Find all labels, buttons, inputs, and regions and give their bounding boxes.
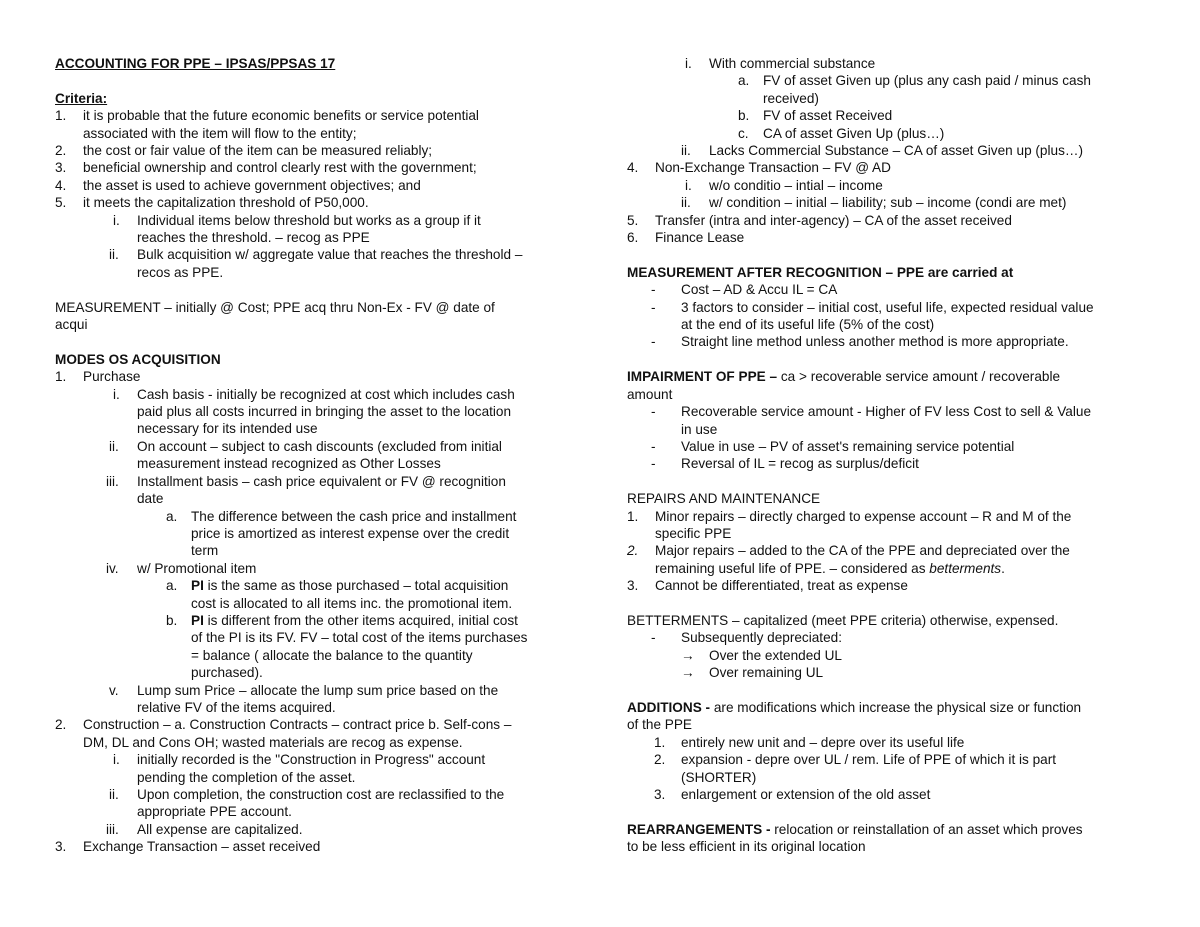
measurement-line: MEASUREMENT – initially @ Cost; PPE acq thru Non-Ex - FV @ date of xyxy=(55,299,495,315)
promo-item: iv. w/ Promotional item xyxy=(106,560,257,576)
bullet-item: - Reversal of IL = recog as surplus/deficit xyxy=(651,456,919,472)
betterments-heading: BETTERMENTS – capitalized (meet PPE criteria) otherwise, expensed. xyxy=(627,612,1059,628)
non-exchange-item: 4. Non-Exchange Transaction – FV @ AD xyxy=(627,160,891,176)
bullet-item: - Cost – AD & Accu IL = CA xyxy=(651,282,838,298)
construction-subitem: i. initially recorded is the "Construction in Progress" account pending the completion of the asset. xyxy=(113,752,486,785)
construction-subitem: iii. All expense are capitalized. xyxy=(106,821,303,837)
spacer xyxy=(627,595,1147,612)
promo-subitem: a. PI is the same as those purchased – total acquisition cost is allocated to all items inc. the promotional item. xyxy=(166,578,513,611)
arrow-item: → Over remaining UL xyxy=(681,665,824,681)
criteria-subitem: i. Individual items below threshold but works as a group if it reaches the threshold. – recog as PPE xyxy=(113,212,481,246)
rearrangements-heading: REARRANGEMENTS - relocation or reinstallation of an asset which proves xyxy=(627,821,1083,837)
spacer xyxy=(627,351,1147,368)
spacer xyxy=(627,473,1147,490)
spacer xyxy=(627,246,1147,263)
after-recognition-heading: MEASUREMENT AFTER RECOGNITION – PPE are carried at xyxy=(627,264,1014,280)
impairment-heading: IMPAIRMENT OF PPE – ca > recoverable service amount / recoverable xyxy=(627,369,1061,385)
additions-item: 1. entirely new unit and – depre over its useful life xyxy=(654,734,965,750)
bullet-item: - Straight line method unless another method is more appropriate. xyxy=(651,334,1069,350)
impairment-heading-cont: amount xyxy=(627,386,673,402)
arrow-right-icon: → xyxy=(681,665,695,681)
repairs-item: 1. Minor repairs – directly charged to expense account – R and M of the specific PPE xyxy=(627,508,1072,541)
arrow-right-icon: → xyxy=(681,647,695,663)
repairs-item: 3. Cannot be differentiated, treat as expense xyxy=(627,578,908,594)
lacks-commercial-item: ii. Lacks Commercial Substance – CA of asset Given up (plus…) xyxy=(681,143,1083,159)
right-column xyxy=(627,55,1147,856)
rearrangements-heading-cont: to be less efficient in its original location xyxy=(627,839,866,855)
commercial-subitem: a. FV of asset Given up (plus any cash paid / minus cash received) xyxy=(738,73,1091,106)
construction-subitem: ii. Upon completion, the construction cost are reclassified to the appropriate PPE account. xyxy=(109,787,505,820)
purchase-subitem: i. Cash basis - initially be recognized at cost which includes cash paid plus all costs incurred in bringing the asset to the location necessary for its intended use xyxy=(113,386,515,437)
installment-note: a. The difference between the cash price and installment price is amortized as interest expense over the credit term xyxy=(166,508,517,559)
commercial-item: i. With commercial substance xyxy=(685,56,876,71)
modes-heading: MODES OS ACQUISITION xyxy=(55,351,221,367)
criteria-item: 2. the cost or fair value of the item can be measured reliably; xyxy=(55,143,433,159)
left-column xyxy=(55,55,575,856)
additions-heading-cont: of the PPE xyxy=(627,717,692,733)
promo-subitem: b. PI is different from the other items acquired, initial cost of the PI is its FV. FV – total cost of the items purchases = balance ( allocate the balance to the quantity purchased). xyxy=(166,612,528,681)
spacer xyxy=(627,803,1147,820)
purchase-subitem: ii. On account – subject to cash discounts (excluded from initial measurement instead recognized as Other Losses xyxy=(109,438,502,472)
purchase-item: 1. Purchase xyxy=(55,369,141,385)
spacer xyxy=(55,281,575,298)
criteria-subitem: ii. Bulk acquisition w/ aggregate value that reaches the threshold – recos as PPE. xyxy=(109,247,523,280)
transfer-item: 5. Transfer (intra and inter-agency) – CA of the asset received xyxy=(627,212,1012,228)
bullet-item: - Recoverable service amount - Higher of FV less Cost to sell & Value in use xyxy=(651,404,1092,437)
criteria-item: 3. beneficial ownership and control clearly rest with the government; xyxy=(55,160,477,176)
criteria-item: 5. it meets the capitalization threshold of P50,000. xyxy=(55,195,369,211)
spacer xyxy=(55,333,575,350)
repairs-heading: REPAIRS AND MAINTENANCE xyxy=(627,491,821,507)
non-exchange-subitem: ii. w/ condition – initial – liability; sub – income (condi are met) xyxy=(681,195,1067,211)
additions-item: 3. enlargement or extension of the old asset xyxy=(654,786,931,802)
repairs-item: 2. Major repairs – added to the CA of the PPE and depreciated over the remaining useful life of PPE. – considered as betterments. xyxy=(627,543,1070,576)
spacer xyxy=(627,682,1147,699)
document-title: ACCOUNTING FOR PPE – IPSAS/PPSAS 17 xyxy=(55,56,336,71)
criteria-item: 1. it is probable that the future economic benefits or service potential associated with the item will flow to the entity; xyxy=(55,108,479,141)
additions-item: 2. expansion - depre over UL / rem. Life of PPE of which it is part (SHORTER) xyxy=(654,752,1057,785)
additions-heading: ADDITIONS - are modifications which increase the physical size or function xyxy=(627,699,1082,715)
lump-sum-item: v. Lump sum Price – allocate the lump sum price based on the relative FV of the items acquired. xyxy=(109,682,499,715)
spacer xyxy=(55,72,575,89)
finance-lease-item: 6. Finance Lease xyxy=(627,230,745,246)
non-exchange-subitem: i. w/o conditio – intial – income xyxy=(685,177,883,193)
criteria-item: 4. the asset is used to achieve government objectives; and xyxy=(55,177,421,193)
arrow-item: → Over the extended UL xyxy=(681,647,842,663)
bullet-item: - Value in use – PV of asset's remaining service potential xyxy=(651,438,1015,454)
construction-item: 2. Construction – a. Construction Contracts – contract price b. Self-cons – DM, DL and Cons OH; wasted materials are recog as expense. xyxy=(55,717,512,750)
commercial-subitem: c. CA of asset Given Up (plus…) xyxy=(738,125,945,141)
measurement-line: acqui xyxy=(55,317,88,333)
bullet-item: - 3 factors to consider – initial cost, useful life, expected residual value at the end of its useful life (5% of the cost) xyxy=(651,299,1094,333)
bullet-item: - Subsequently depreciated: xyxy=(651,630,842,646)
exchange-item: 3. Exchange Transaction – asset received xyxy=(55,839,321,855)
purchase-subitem: iii. Installment basis – cash price equivalent or FV @ recognition date xyxy=(106,473,506,507)
criteria-heading: Criteria: xyxy=(55,90,108,106)
commercial-subitem: b. FV of asset Received xyxy=(738,108,893,124)
